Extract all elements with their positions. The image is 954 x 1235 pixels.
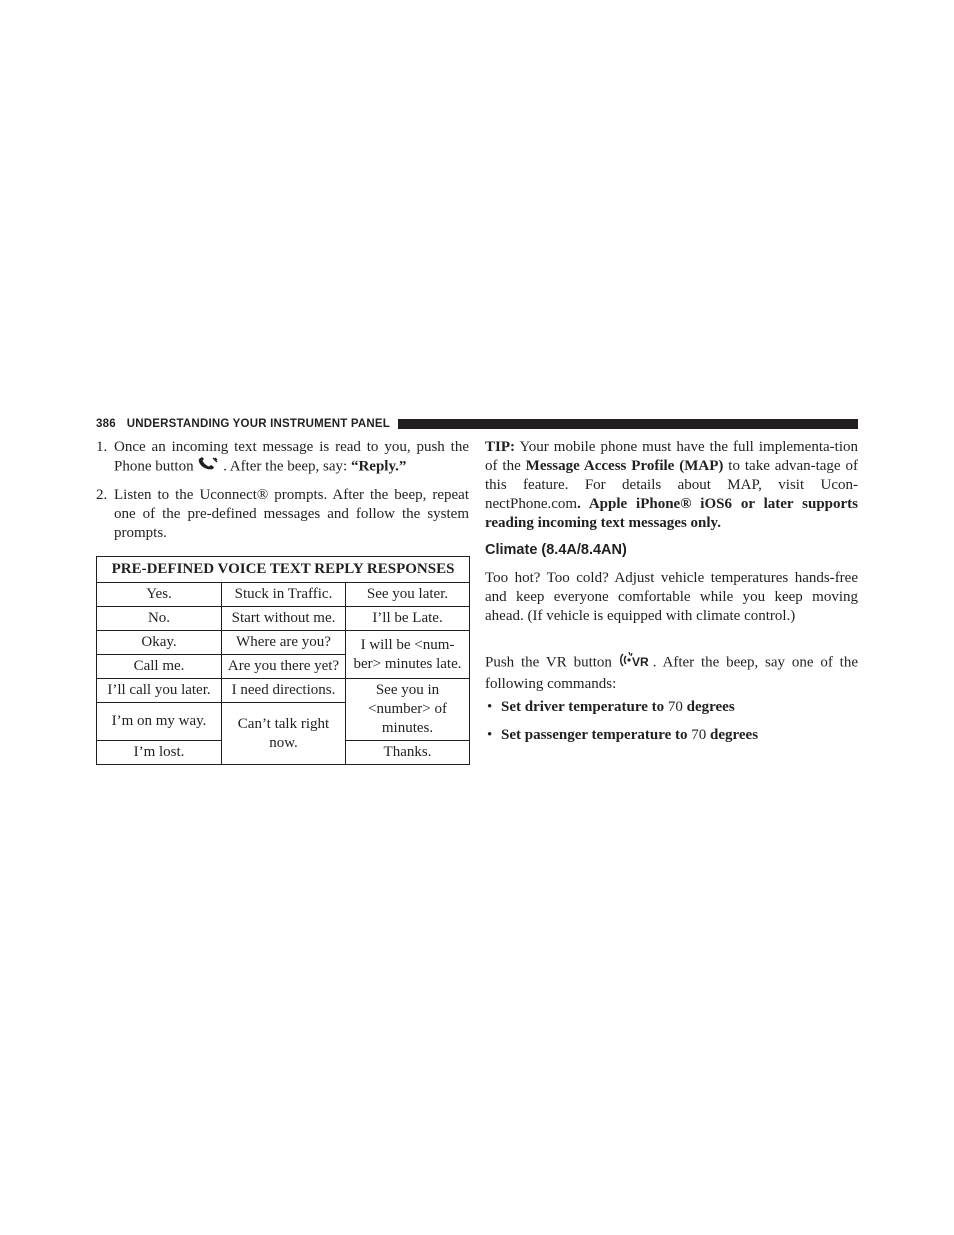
command-unit: degrees (686, 699, 735, 715)
table-cell: No. (97, 607, 222, 631)
step-1 (96, 438, 469, 477)
right-column (485, 438, 858, 533)
table-row (97, 583, 470, 607)
tip-bold-note: . Apple iPhone® iOS6 or later supports reading incoming text messages only. (485, 496, 858, 531)
climate-heading: Climate (8.4A/8.4AN) (485, 542, 627, 558)
tip-paragraph (485, 438, 858, 533)
command-list (485, 698, 858, 745)
table-cell: I’m on my way. (97, 703, 222, 741)
table-cell: See you later. (346, 583, 470, 607)
table-cell: I’ll be Late. (346, 607, 470, 631)
table-cell: See you in <number> of minutes. (346, 679, 470, 741)
table-row (97, 679, 470, 703)
command-value: 70 (667, 699, 683, 715)
table-row (97, 631, 470, 655)
instruction-text: Push the VR button (485, 654, 612, 671)
bullet-dot: • (487, 727, 493, 743)
list-item (485, 698, 858, 717)
page-number: 386 (96, 418, 116, 430)
climate-intro: Too hot? Too cold? Adjust vehicle temperatures hands-free and keep everyone comfortable while you keep moving ahead. (If vehicle is equipped with climate control.) (485, 570, 858, 624)
left-column (96, 438, 469, 543)
instruction-text-continued: . After the beep, say one of the following commands: (485, 654, 859, 692)
command-text: Set passenger temperature to (501, 727, 688, 743)
table-cell: Call me. (97, 655, 222, 679)
table-cell: I will be <num-ber> minutes late. (346, 631, 470, 679)
command-value: 70 (691, 727, 707, 743)
table-cell: Thanks. (346, 741, 470, 765)
tip-text-continued: to take advan-tage of this feature. For details about MAP, visit Ucon-nectPhone.com (485, 458, 858, 512)
tip-bold-term: Message Access Profile (MAP) (525, 458, 724, 474)
section-title: UNDERSTANDING YOUR INSTRUMENT PANEL (126, 418, 390, 430)
table-cell: Stuck in Traffic. (222, 583, 346, 607)
command-text: Set driver temperature to (501, 699, 665, 715)
reply-command: “Reply.” (350, 458, 407, 475)
step-number: 1. (96, 439, 108, 455)
table-cell: I’ll call you later. (97, 679, 222, 703)
step-number: 2. (96, 487, 108, 503)
tip-text: Your mobile phone must have the full implementa-tion of the (485, 439, 858, 474)
table-row (97, 607, 470, 631)
table-cell: I’m lost. (97, 741, 222, 765)
header-rule (398, 419, 858, 429)
step-text: Listen to the Uconnect® prompts. After the beep, repeat one of the pre-defined messages and follow the system prompts. (114, 487, 469, 541)
table-cell: Start without me. (222, 607, 346, 631)
page-header (96, 417, 858, 431)
step-2 (96, 486, 469, 543)
tip-label: TIP: (485, 439, 515, 455)
list-item (485, 726, 858, 745)
table-cell: Can’t talk right now. (222, 703, 346, 765)
bullet-dot: • (487, 699, 493, 715)
table-cell: Okay. (97, 631, 222, 655)
table-header: PRE-DEFINED VOICE TEXT REPLY RESPONSES (97, 557, 470, 583)
table-cell: Where are you? (222, 631, 346, 655)
table-cell: Are you there yet? (222, 655, 346, 679)
phone-icon (197, 457, 219, 477)
reply-responses-table (96, 556, 470, 765)
table-cell: Yes. (97, 583, 222, 607)
step-text-continued: . After the beep, say: (223, 458, 348, 475)
climate-instruction (485, 651, 858, 694)
svg-text:VR: VR (631, 655, 649, 669)
table-cell: I need directions. (222, 679, 346, 703)
command-unit: degrees (710, 727, 759, 743)
vr-icon (619, 651, 653, 675)
step-text: Once an incoming text message is read to you, push the Phone button (114, 439, 469, 475)
